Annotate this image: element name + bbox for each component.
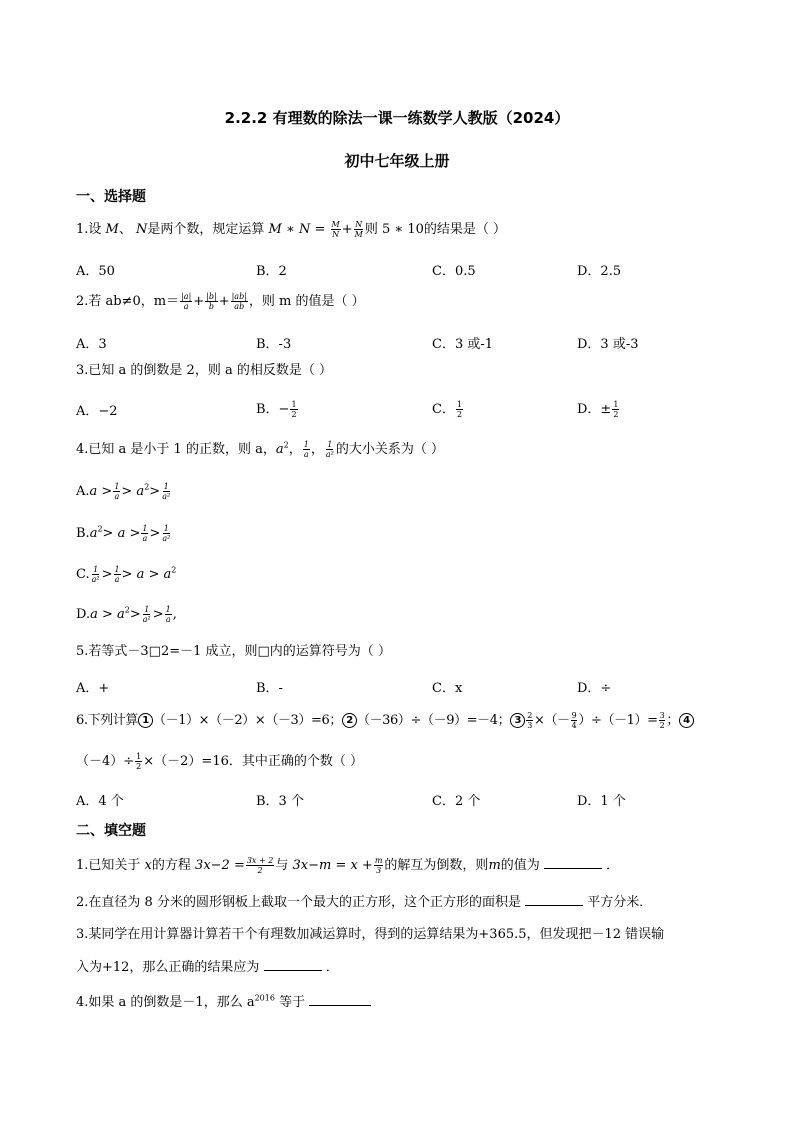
q6-option-a: A．4 个 (76, 794, 124, 809)
answer-blank[interactable] (525, 893, 583, 906)
fill-question-4: 4.如果 a 的倒数是－1，那么 $a^{2016}$ 等于 (76, 993, 371, 1012)
q2-option-a: A．3 (76, 337, 107, 352)
q2-option-d: D．3 或-3 (577, 337, 639, 352)
question-5: 5.若等式－3□2=－1 成立，则□内的运算符号为（ ） (76, 644, 391, 659)
fraction: $\frac{1}{a}$ (114, 482, 120, 501)
q6-option-c: C．2 个 (432, 794, 481, 809)
circled-number-4: 4 (679, 713, 694, 728)
fraction: $\frac{3x + 2}{2}$ (246, 856, 274, 875)
q4-option-d: $D.a > a^2>$ $\frac{1}{\text{a²}}$ > $\frac{1}{a}$ , (76, 605, 177, 624)
fraction: $\frac{N}{M}$ (354, 220, 363, 239)
q3-option-c: C． $\frac{1}{2}$ (432, 400, 463, 419)
fraction: $\frac{|a|}{a}$ (181, 292, 192, 311)
fill-question-1: 1.已知关于 x的方程 3x−2 = $\frac{3x + 2}{2}$ 与 3x−m = x + $\frac{m}{3}$ 的解互为倒数，则m的值为 ． (76, 856, 620, 875)
q4-option-b: $B.a^2> a$ > $\frac{1}{a}$ > $\frac{1}{\text{a²}}$ (76, 524, 171, 543)
fraction: $\frac{2}{3}$ (527, 711, 532, 730)
q4-option-a: A.a > $\frac{1}{a}$ > $a^2>$ $\frac{1}{\text{a²}}$ (76, 482, 171, 501)
fill-question-3-line-2: 入为+12，那么正确的结果应为 ． (76, 960, 339, 975)
fraction: $\frac{1}{a}$ (114, 565, 120, 584)
answer-blank[interactable] (264, 958, 322, 971)
q6-option-b: B．3 个 (256, 794, 304, 809)
q3-option-b: B．− $\frac{1}{2}$ (256, 400, 297, 419)
fill-question-2: 2.在直径为 8 分米的圆形钢板上截取一个最大的正方形，这个正方形的面积是 平方分米． (76, 895, 653, 910)
q1-option-a: A．50 (76, 264, 115, 279)
circled-number-1: 1 (138, 713, 153, 728)
fraction: $\frac{|b|}{b}$ (206, 292, 217, 311)
page-subtitle: 初中七年级上册 (344, 152, 450, 170)
fraction: $\frac{1}{\text{a²}}$ (162, 524, 171, 543)
q5-option-a: A．+ (76, 681, 110, 696)
fraction: $\frac{1}{\text{a²}}$ (325, 440, 334, 459)
q5-option-c: C．x (432, 681, 463, 696)
fill-question-3: 3.某同学在用计算器计算若干个有理数加减运算时，得到的运算结果为+365.5，但发现把－12 错误输 (76, 927, 665, 942)
q1-option-d: D．2.5 (577, 264, 622, 279)
fraction: $\frac{1}{a}$ (142, 524, 148, 543)
q5-option-d: D．÷ (577, 681, 612, 696)
fraction: $\frac{1}{a}$ (303, 440, 309, 459)
section-heading-fill: 二、填空题 (76, 823, 146, 839)
question-1: 1.设 M、 N是两个数，规定运算 M ∗ N = $\frac{M}{N}$ + $\frac{N}{M}$ 则 5 ∗ 10的结果是（ ） (76, 220, 507, 239)
fraction: $\frac{|ab|}{ab}$ (231, 292, 247, 311)
q6-option-d: D．1 个 (577, 794, 626, 809)
fraction: $\frac{1}{a}$ (165, 605, 171, 624)
question-6: 6.下列计算 1 （－1）×（－2）×（－3）=6； 2 （－36）÷（－9）=－4； 3 $\frac{2}{3}$ ×（－ $\frac{9}{4}$ ）÷（－1）= $\frac{3}{2}$ ； 4 (76, 711, 694, 730)
question-3: 3.已知 a 的倒数是 2，则 a 的相反数是（ ） (76, 363, 332, 378)
answer-blank[interactable] (544, 856, 602, 869)
fraction: $\frac{3}{2}$ (659, 711, 665, 730)
q3-option-d: D．± $\frac{1}{2}$ (577, 400, 619, 419)
q4-option-c: C. $\frac{1}{\text{a²}}$ > $\frac{1}{a}$ > $a > a^2$ (76, 565, 177, 584)
fraction: $\frac{1}{2}$ (613, 400, 619, 419)
q1-option-b: B．2 (256, 264, 287, 279)
question-4: 4.已知 a 是小于 1 的正数，则 a，$a^2$， $\frac{1}{a}$ ， $\frac{1}{\text{a²}}$ 的大小关系为（ ） (76, 440, 444, 459)
question-6-line-2: （－4）÷ $\frac{1}{2}$ ×（－2）=16．其中正确的个数（ ） (76, 752, 363, 771)
q2-option-c: C．3 或-1 (432, 337, 494, 352)
circled-number-3: 3 (510, 713, 525, 728)
fraction: $\frac{1}{2}$ (291, 400, 297, 419)
fraction: $\frac{1}{\text{a²}}$ (91, 565, 100, 584)
q3-option-a: A．−2 (76, 404, 118, 419)
fraction: $\frac{1}{2}$ (136, 752, 142, 771)
circled-number-2: 2 (342, 713, 357, 728)
fraction: $\frac{M}{N}$ (331, 220, 340, 239)
q1-option-c: C．0.5 (432, 264, 476, 279)
fraction: $\frac{1}{2}$ (456, 400, 463, 419)
q2-option-b: B．-3 (256, 337, 292, 352)
fraction: $\frac{9}{4}$ (571, 711, 577, 730)
q5-option-b: B．- (256, 681, 283, 696)
fraction: $\frac{1}{\text{a²}}$ (162, 482, 171, 501)
fraction: $\frac{m}{3}$ (374, 856, 383, 875)
section-heading-choice: 一、选择题 (76, 189, 146, 205)
question-2: 2.若 ab≠0，m＝ $\frac{|a|}{a}$ + $\frac{|b|}{b}$ + $\frac{|ab|}{ab}$ ，则 m 的值是（ ） (76, 292, 365, 311)
fraction: $\frac{1}{\text{a²}}$ (142, 605, 151, 624)
answer-blank[interactable] (309, 993, 371, 1006)
page-title: 2.2.2 有理数的除法一课一练数学人教版（2024） (224, 109, 570, 127)
